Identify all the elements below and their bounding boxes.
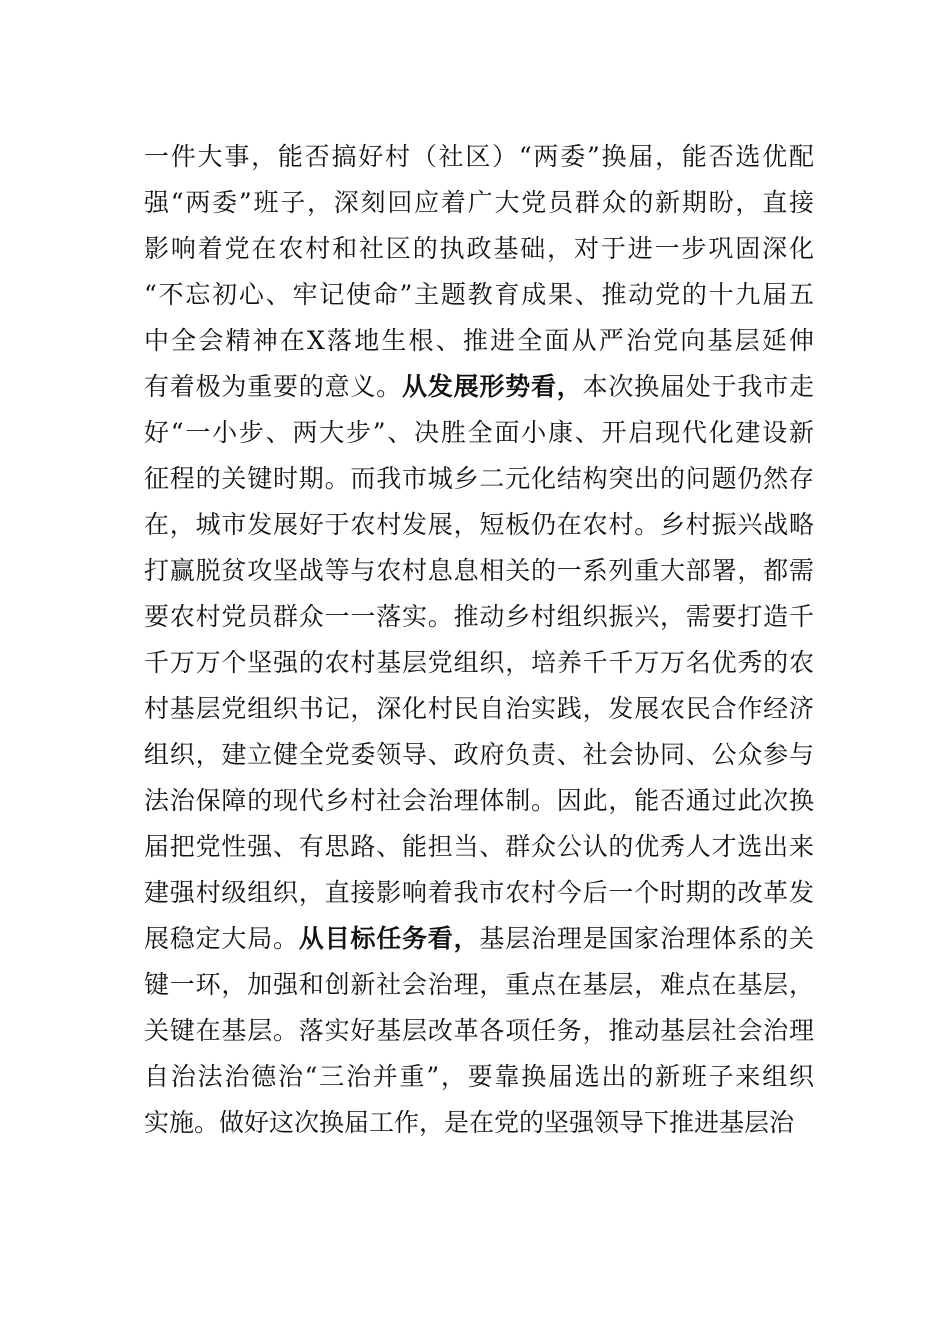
text-segment: 建强村级组织，直接影响着我市农村今后一个时期的改革发	[144, 878, 814, 907]
text-segment: 中全会精神在X落地生根、推进全面从严治党向基层延伸	[144, 326, 814, 355]
text-segment: 实施。做好这次换届工作，是在党的坚强领导下推进基层治	[144, 1108, 795, 1137]
text-segment: 影响着党在农村和社区的执政基础，对于进一步巩固深化	[144, 234, 814, 263]
text-line	[144, 1100, 814, 1146]
text-line	[144, 1054, 814, 1100]
text-segment: 键一环，加强和创新社会治理，重点在基层，难点在基层，	[144, 970, 814, 999]
text-line	[144, 364, 814, 410]
text-line	[144, 640, 814, 686]
text-segment: 一件大事，能否搞好村（社区）“两委”换届，能否选优配	[144, 142, 814, 171]
text-segment: 千万万个坚强的农村基层党组织，培养千千万万名优秀的农	[144, 648, 814, 677]
text-line	[144, 180, 814, 226]
text-segment: 强“两委”班子，深刻回应着广大党员群众的新期盼，直接	[144, 188, 814, 217]
text-segment: “不忘初心、牢记使命”主题教育成果、推动党的十九届五	[144, 280, 814, 309]
text-line	[144, 732, 814, 778]
body-text	[144, 134, 814, 1146]
text-line	[144, 134, 814, 180]
text-segment: 本次换届处于我市走	[582, 372, 814, 401]
text-line	[144, 962, 814, 1008]
text-segment: 基层治理是国家治理体系的关	[479, 924, 814, 953]
text-segment: 好“一小步、两大步”、决胜全面小康、开启现代化建设新	[144, 418, 814, 447]
text-line	[144, 456, 814, 502]
text-segment: 在，城市发展好于农村发展，短板仍在农村。乡村振兴战略	[144, 510, 814, 539]
text-segment: 打赢脱贫攻坚战等与农村息息相关的一系列重大部署，都需	[144, 556, 814, 585]
text-line	[144, 916, 814, 962]
text-line	[144, 824, 814, 870]
text-line	[144, 778, 814, 824]
bold-heading-phrase: 从目标任务看，	[298, 924, 480, 953]
text-line	[144, 686, 814, 732]
text-line	[144, 548, 814, 594]
text-segment: 届把党性强、有思路、能担当、群众公认的优秀人才选出来	[144, 832, 814, 861]
text-line	[144, 1008, 814, 1054]
text-segment: 要农村党员群众一一落实。推动乡村组织振兴，需要打造千	[144, 602, 814, 631]
text-segment: 关键在基层。落实好基层改革各项任务，推动基层社会治理	[144, 1016, 814, 1045]
text-line	[144, 226, 814, 272]
text-segment: 村基层党组织书记，深化村民自治实践，发展农民合作经济	[144, 694, 814, 723]
text-segment: 征程的关键时期。而我市城乡二元化结构突出的问题仍然存	[144, 464, 814, 493]
text-line	[144, 594, 814, 640]
bold-heading-phrase: 从发展形势看，	[401, 372, 583, 401]
text-segment: 法治保障的现代乡村社会治理体制。因此，能否通过此次换	[144, 786, 814, 815]
text-line	[144, 410, 814, 456]
text-line	[144, 502, 814, 548]
text-segment: 自治法治德治“三治并重”，要靠换届选出的新班子来组织	[144, 1062, 814, 1091]
text-segment: 组织，建立健全党委领导、政府负责、社会协同、公众参与	[144, 740, 814, 769]
text-line	[144, 870, 814, 916]
text-segment: 展稳定大局。	[144, 924, 299, 953]
text-segment: 有着极为重要的意义。	[144, 372, 402, 401]
text-line	[144, 318, 814, 364]
text-line	[144, 272, 814, 318]
